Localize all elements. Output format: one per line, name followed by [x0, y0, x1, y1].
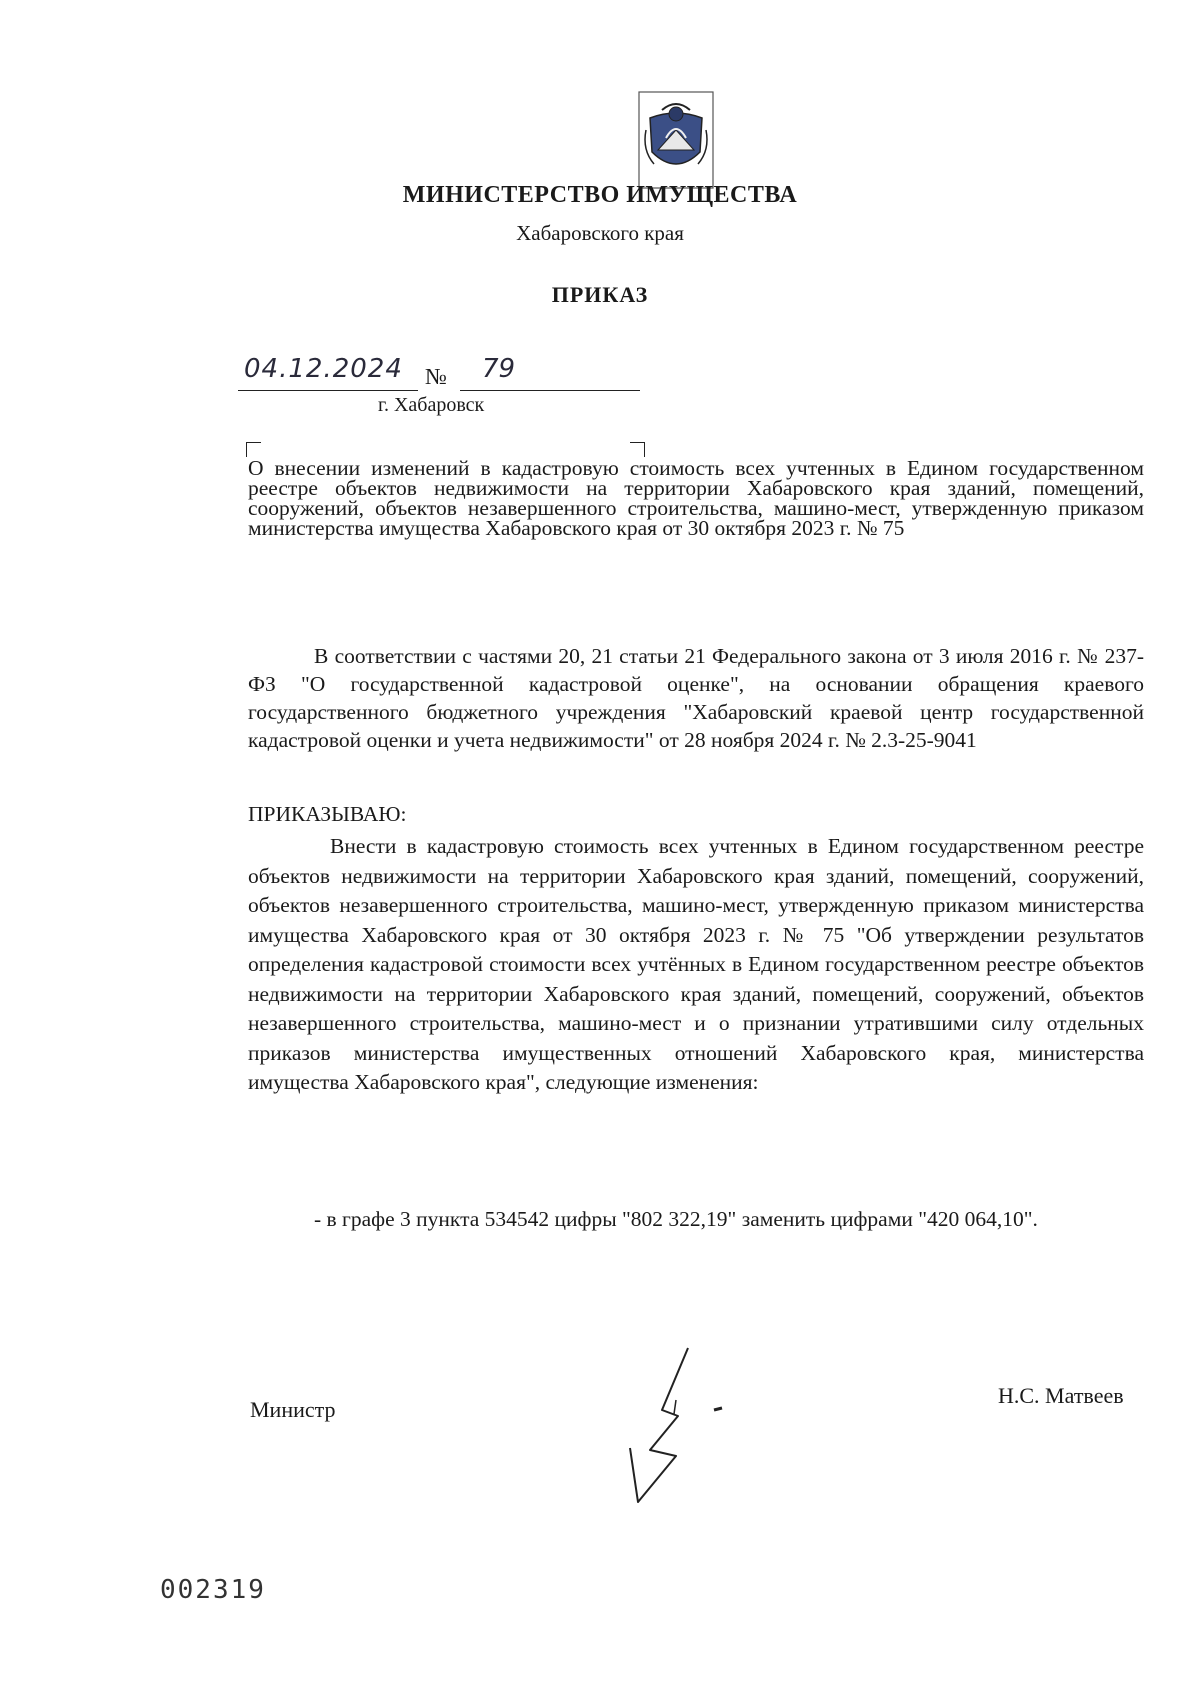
signer-position: Министр [250, 1397, 336, 1422]
number-sign: № [425, 364, 447, 389]
change-item: - в графе 3 пункта 534542 цифры "802 322,19" заменить цифрами "420 064,10". [314, 1207, 1038, 1231]
order-number: 79 [482, 354, 516, 384]
order-date-field [238, 354, 418, 391]
order-number-field [460, 354, 640, 391]
ministry-name: МИНИСТЕРСТВО ИМУЩЕСТВА [402, 182, 798, 208]
order-paragraph: Внести в кадастровую стоимость всех учтенных в Едином государственном реестре объектов недвижимости на территории Хабаровского края зданий, помещений, сооружений, объектов незавершенного строительства, машино-мест, утвержденную приказом министерства имущества Хабаровского края от 30 октября 2023 г. № 75 "Об утверждении результатов определения кадастровой стоимости всех учтённых в Едином государственном реестре объектов недвижимости на территории Хабаровского края зданий, помещений, сооружений, объектов незавершенного строительства, машино-мест и о признании утратившими силу отдельных приказов министерства имущественных отношений Хабаровского края, министерства имущества Хабаровского края", следующие изменения: [248, 834, 1144, 1094]
registration-number: 002319 [160, 1575, 266, 1605]
subject-bracket-left [246, 442, 261, 457]
document-type: ПРИКАЗ [551, 282, 649, 307]
handwritten-signature-icon [590, 1340, 750, 1510]
city: г. Хабаровск [378, 394, 485, 416]
ministry-region: Хабаровского края [516, 221, 684, 245]
preamble-paragraph: В соответствии с частями 20, 21 статьи 21 Федерального закона от 3 июля 2016 г. № 237-ФЗ "О государственной кадастровой оценке", на основании обращения краевого государственного бюджетного учреждения "Хабаровский краевой центр государственной кадастровой оценки и учета недвижимости" от 28 ноября 2024 г. № 2.3-25-9041 [248, 644, 1144, 752]
order-word: ПРИКАЗЫВАЮ: [248, 802, 407, 826]
coat-of-arms-icon [636, 90, 716, 190]
signer-name: Н.С. Матвеев [998, 1383, 1124, 1408]
order-date: 04.12.2024 [244, 354, 403, 384]
order-subject: О внесении изменений в кадастровую стоимость всех учтенных в Едином государственном реестре объектов недвижимости на территории Хабаровского края зданий, помещений, сооружений, объектов незавершенного строительства, машино-мест, утвержденную приказом министерства имущества Хабаровского края от 30 октября 2023 г. № 75 [248, 456, 1144, 540]
subject-bracket-right [630, 442, 645, 457]
